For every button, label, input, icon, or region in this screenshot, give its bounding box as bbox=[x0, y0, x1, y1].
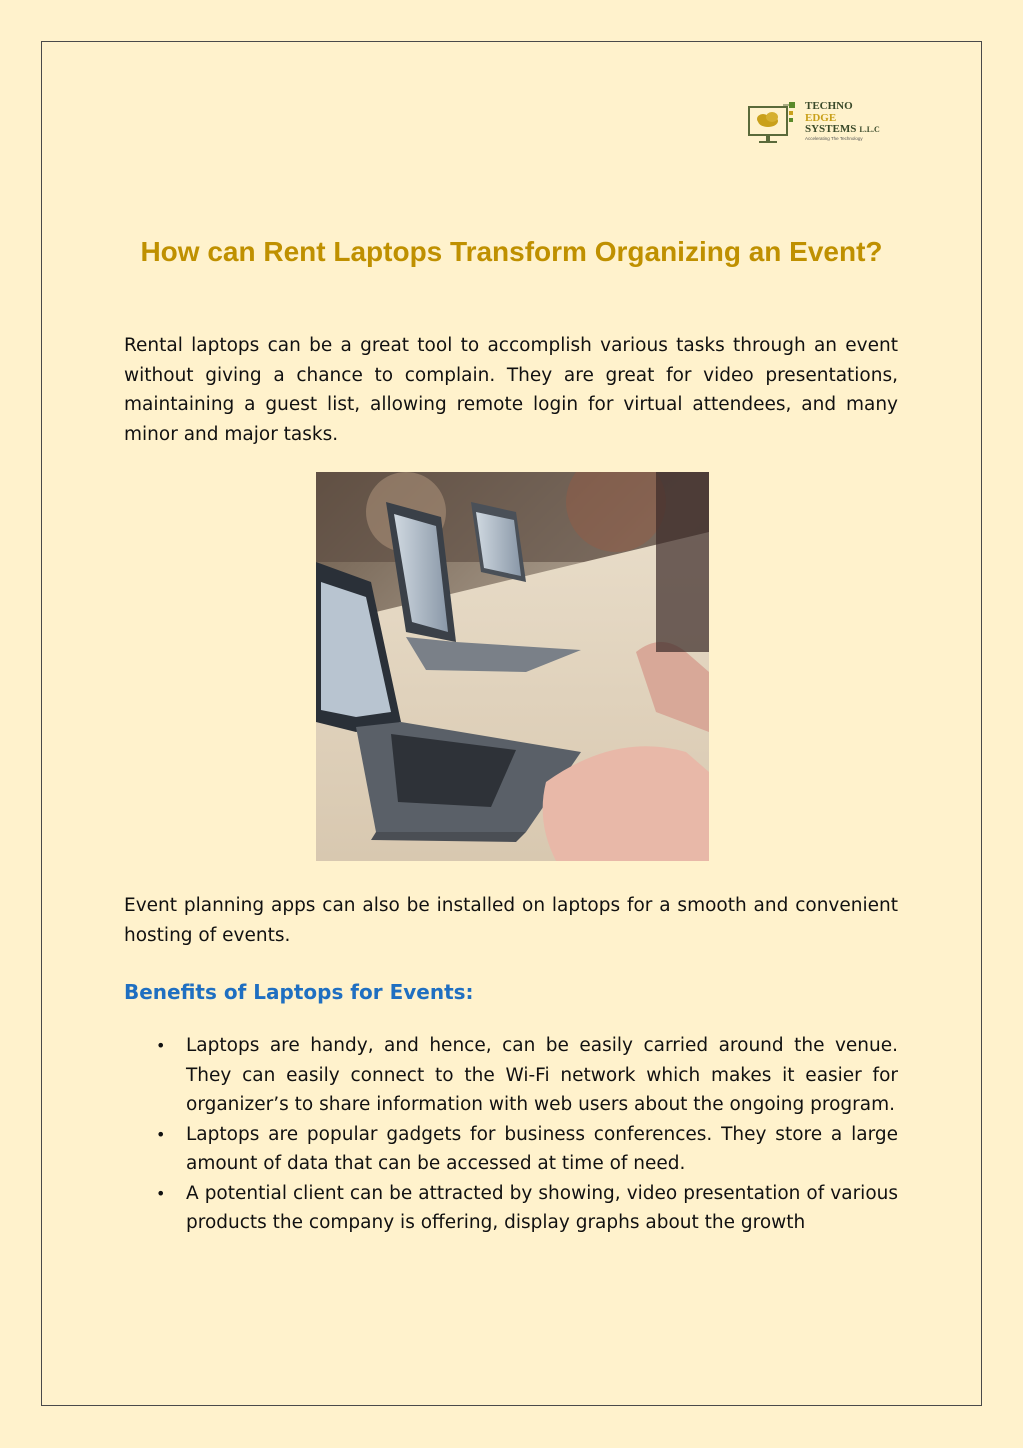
list-item bbox=[124, 1031, 898, 1120]
benefits-heading: Benefits of Laptops for Events: bbox=[124, 980, 474, 1004]
logo-word-techno: TECHNO bbox=[805, 100, 853, 112]
list-item-text: Laptops are handy, and hence, can be easily carried around the venue. They can easily connect to the Wi-Fi network which makes it easier for organizer’s to share information with web users about the ongoing program. bbox=[186, 1035, 898, 1115]
bullet-icon: • bbox=[156, 1036, 166, 1055]
event-apps-paragraph: Event planning apps can also be installed on laptops for a smooth and convenient hosting of events. bbox=[124, 895, 898, 946]
logo-text bbox=[805, 101, 880, 142]
page-title: How can Rent Laptops Transform Organizing an Event? bbox=[140, 236, 883, 267]
company-logo bbox=[747, 99, 907, 149]
bullet-icon: • bbox=[156, 1124, 166, 1144]
logo-tagline: Accelerating The Technology bbox=[805, 135, 863, 141]
intro-paragraph: Rental laptops can be a great tool to accomplish various tasks through an event without giving a chance to complain. They are great for video presentations, maintaining a guest list, allowing remote login for virtual attendees, and many minor and major tasks. bbox=[124, 335, 898, 445]
cloud-monitor-icon bbox=[747, 99, 803, 149]
list-item-text: A potential client can be attracted by showing, video presentation of various products the company is offering, display graphs about the growth bbox=[186, 1182, 898, 1233]
laptops-photo bbox=[316, 472, 709, 861]
list-item-text: Laptops are popular gadgets for business conferences. They store a large amount of data that can be accessed at time of need. bbox=[186, 1123, 898, 1174]
list-item bbox=[124, 1179, 898, 1238]
logo-llc: L.L.C bbox=[859, 125, 880, 134]
bullet-icon: • bbox=[156, 1183, 166, 1203]
logo-systems-text: SYSTEMS bbox=[805, 123, 857, 135]
list-item bbox=[124, 1120, 898, 1179]
logo-word-systems bbox=[805, 124, 880, 136]
benefits-list bbox=[124, 1031, 898, 1238]
logo-word-edge: EDGE bbox=[805, 111, 837, 124]
